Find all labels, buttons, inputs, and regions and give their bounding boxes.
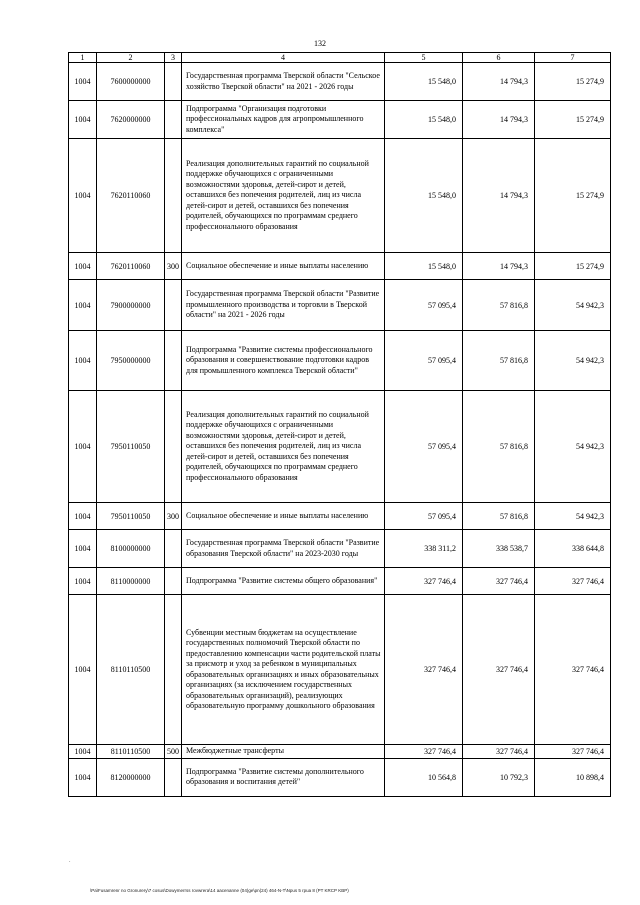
table-row — [69, 139, 611, 253]
table-row — [69, 280, 611, 331]
expense-type-code: 300 — [165, 253, 182, 280]
section-code: 1004 — [69, 253, 97, 280]
table-row — [69, 253, 611, 280]
header-row — [69, 53, 611, 63]
item-name: Государственная программа Тверской области "Сельское хозяйство Тверской области" на 2021 - 2026 годы — [182, 63, 385, 101]
item-name: Межбюджетные трансферты — [182, 745, 385, 759]
target-article-code: 8110110500 — [97, 745, 165, 759]
target-article-code: 8100000000 — [97, 530, 165, 568]
amount-col-7: 15 274,9 — [535, 101, 611, 139]
expense-type-code — [165, 568, 182, 595]
budget-table — [68, 52, 611, 797]
expense-type-code — [165, 331, 182, 391]
target-article-code: 8110000000 — [97, 568, 165, 595]
target-article-code: 7600000000 — [97, 63, 165, 101]
amount-col-7: 15 274,9 — [535, 253, 611, 280]
amount-col-6: 57 816,8 — [463, 503, 535, 530]
expense-type-code — [165, 758, 182, 796]
footer-file-path: \Pa\Fusamrenr no Gronurery\7 cosus\Dowymerrss rovwrera\14 aacenanne (04)ge\pn(24) 464-N-T\Npus 5 rpua 8 (PT KRCP KBP) — [90, 888, 349, 893]
amount-col-6: 14 794,3 — [463, 139, 535, 253]
amount-col-5: 10 564,8 — [385, 758, 463, 796]
amount-col-7: 15 274,9 — [535, 63, 611, 101]
amount-col-7: 327 746,4 — [535, 568, 611, 595]
section-code: 1004 — [69, 568, 97, 595]
section-code: 1004 — [69, 101, 97, 139]
target-article-code: 7950110050 — [97, 391, 165, 503]
table-body — [69, 63, 611, 797]
amount-col-5: 57 095,4 — [385, 503, 463, 530]
amount-col-7: 327 746,4 — [535, 595, 611, 745]
amount-col-6: 57 816,8 — [463, 280, 535, 331]
target-article-code: 7620000000 — [97, 101, 165, 139]
amount-col-5: 327 746,4 — [385, 745, 463, 759]
table-row — [69, 503, 611, 530]
section-code: 1004 — [69, 530, 97, 568]
expense-type-code: 500 — [165, 745, 182, 759]
header-col-4: 4 — [182, 53, 385, 63]
expense-type-code — [165, 530, 182, 568]
header-col-6: 6 — [463, 53, 535, 63]
amount-col-7: 10 898,4 — [535, 758, 611, 796]
target-article-code: 7950000000 — [97, 331, 165, 391]
amount-col-5: 57 095,4 — [385, 280, 463, 331]
amount-col-6: 10 792,3 — [463, 758, 535, 796]
amount-col-5: 15 548,0 — [385, 101, 463, 139]
amount-col-7: 338 644,8 — [535, 530, 611, 568]
item-name: Государственная программа Тверской области "Развитие промышленного производства и торговли в Тверской области" на 2021 - 2026 годы — [182, 280, 385, 331]
header-col-7: 7 — [535, 53, 611, 63]
table-row — [69, 595, 611, 745]
section-code: 1004 — [69, 503, 97, 530]
amount-col-6: 57 816,8 — [463, 331, 535, 391]
amount-col-6: 327 746,4 — [463, 568, 535, 595]
amount-col-6: 327 746,4 — [463, 745, 535, 759]
table-row — [69, 568, 611, 595]
amount-col-7: 54 942,3 — [535, 331, 611, 391]
target-article-code: 8110110500 — [97, 595, 165, 745]
table-header — [69, 53, 611, 63]
table-row — [69, 391, 611, 503]
expense-type-code — [165, 63, 182, 101]
amount-col-6: 14 794,3 — [463, 253, 535, 280]
expense-type-code — [165, 595, 182, 745]
expense-type-code: 300 — [165, 503, 182, 530]
header-col-5: 5 — [385, 53, 463, 63]
item-name: Государственная программа Тверской области "Развитие образования Тверской области" на 2023-2030 годы — [182, 530, 385, 568]
amount-col-5: 327 746,4 — [385, 568, 463, 595]
amount-col-7: 54 942,3 — [535, 280, 611, 331]
section-code: 1004 — [69, 758, 97, 796]
amount-col-5: 327 746,4 — [385, 595, 463, 745]
expense-type-code — [165, 280, 182, 331]
section-code: 1004 — [69, 280, 97, 331]
amount-col-5: 15 548,0 — [385, 139, 463, 253]
item-name: Социальное обеспечение и иные выплаты населению — [182, 253, 385, 280]
item-name: Подпрограмма "Развитие системы общего образования" — [182, 568, 385, 595]
table-row — [69, 758, 611, 796]
amount-col-6: 14 794,3 — [463, 63, 535, 101]
amount-col-6: 14 794,3 — [463, 101, 535, 139]
section-code: 1004 — [69, 595, 97, 745]
target-article-code: 7900000000 — [97, 280, 165, 331]
table-row — [69, 745, 611, 759]
item-name: Реализация дополнительных гарантий по социальной поддержке обучающихся с ограниченными возможностями здоровья, детей-сирот и детей, оставшихся без попечения родителей, лиц из числа детей-сирот и детей, оставшихся без попечения родителей, обучающихся по программам среднего профессионального образования — [182, 391, 385, 503]
target-article-code: 8120000000 — [97, 758, 165, 796]
amount-col-7: 54 942,3 — [535, 503, 611, 530]
expense-type-code — [165, 101, 182, 139]
expense-type-code — [165, 391, 182, 503]
item-name: Подпрограмма "Развитие системы дополнительного образования и воспитания детей" — [182, 758, 385, 796]
amount-col-5: 15 548,0 — [385, 253, 463, 280]
header-col-3: 3 — [165, 53, 182, 63]
section-code: 1004 — [69, 391, 97, 503]
section-code: 1004 — [69, 745, 97, 759]
scan-mark: . — [69, 858, 71, 864]
target-article-code: 7620110060 — [97, 139, 165, 253]
table-row — [69, 530, 611, 568]
header-col-2: 2 — [97, 53, 165, 63]
table-row — [69, 101, 611, 139]
amount-col-5: 338 311,2 — [385, 530, 463, 568]
item-name: Подпрограмма "Организация подготовки профессиональных кадров для агропромышленного комплекса" — [182, 101, 385, 139]
section-code: 1004 — [69, 139, 97, 253]
section-code: 1004 — [69, 331, 97, 391]
item-name: Реализация дополнительных гарантий по социальной поддержке обучающихся с ограниченными возможностями здоровья, детей-сирот и детей, оставшихся без попечения родителей, лиц из числа детей-сирот и детей, оставшихся без попечения родителей, обучающихся по программам среднего профессионального образования — [182, 139, 385, 253]
amount-col-6: 338 538,7 — [463, 530, 535, 568]
amount-col-7: 327 746,4 — [535, 745, 611, 759]
amount-col-6: 57 816,8 — [463, 391, 535, 503]
page-number: 132 — [314, 39, 326, 48]
amount-col-5: 57 095,4 — [385, 391, 463, 503]
amount-col-6: 327 746,4 — [463, 595, 535, 745]
item-name: Подпрограмма "Развитие системы профессионального образования и совершенствование подготовки кадров для промышленного комплекса Тверской области" — [182, 331, 385, 391]
item-name: Субвенции местным бюджетам на осуществление государственных полномочий Тверской области по предоставлению компенсации части родительской платы за присмотр и уход за ребенком в муниципальных образовательных организациях и иных образовательных организациях (за исключением государственных образовательных организаций), реализующих образовательную программу дошкольного образования — [182, 595, 385, 745]
item-name: Социальное обеспечение и иные выплаты населению — [182, 503, 385, 530]
table-row — [69, 63, 611, 101]
target-article-code: 7620110060 — [97, 253, 165, 280]
expense-type-code — [165, 139, 182, 253]
target-article-code: 7950110050 — [97, 503, 165, 530]
amount-col-5: 15 548,0 — [385, 63, 463, 101]
header-col-1: 1 — [69, 53, 97, 63]
table-row — [69, 331, 611, 391]
section-code: 1004 — [69, 63, 97, 101]
amount-col-7: 15 274,9 — [535, 139, 611, 253]
amount-col-5: 57 095,4 — [385, 331, 463, 391]
amount-col-7: 54 942,3 — [535, 391, 611, 503]
